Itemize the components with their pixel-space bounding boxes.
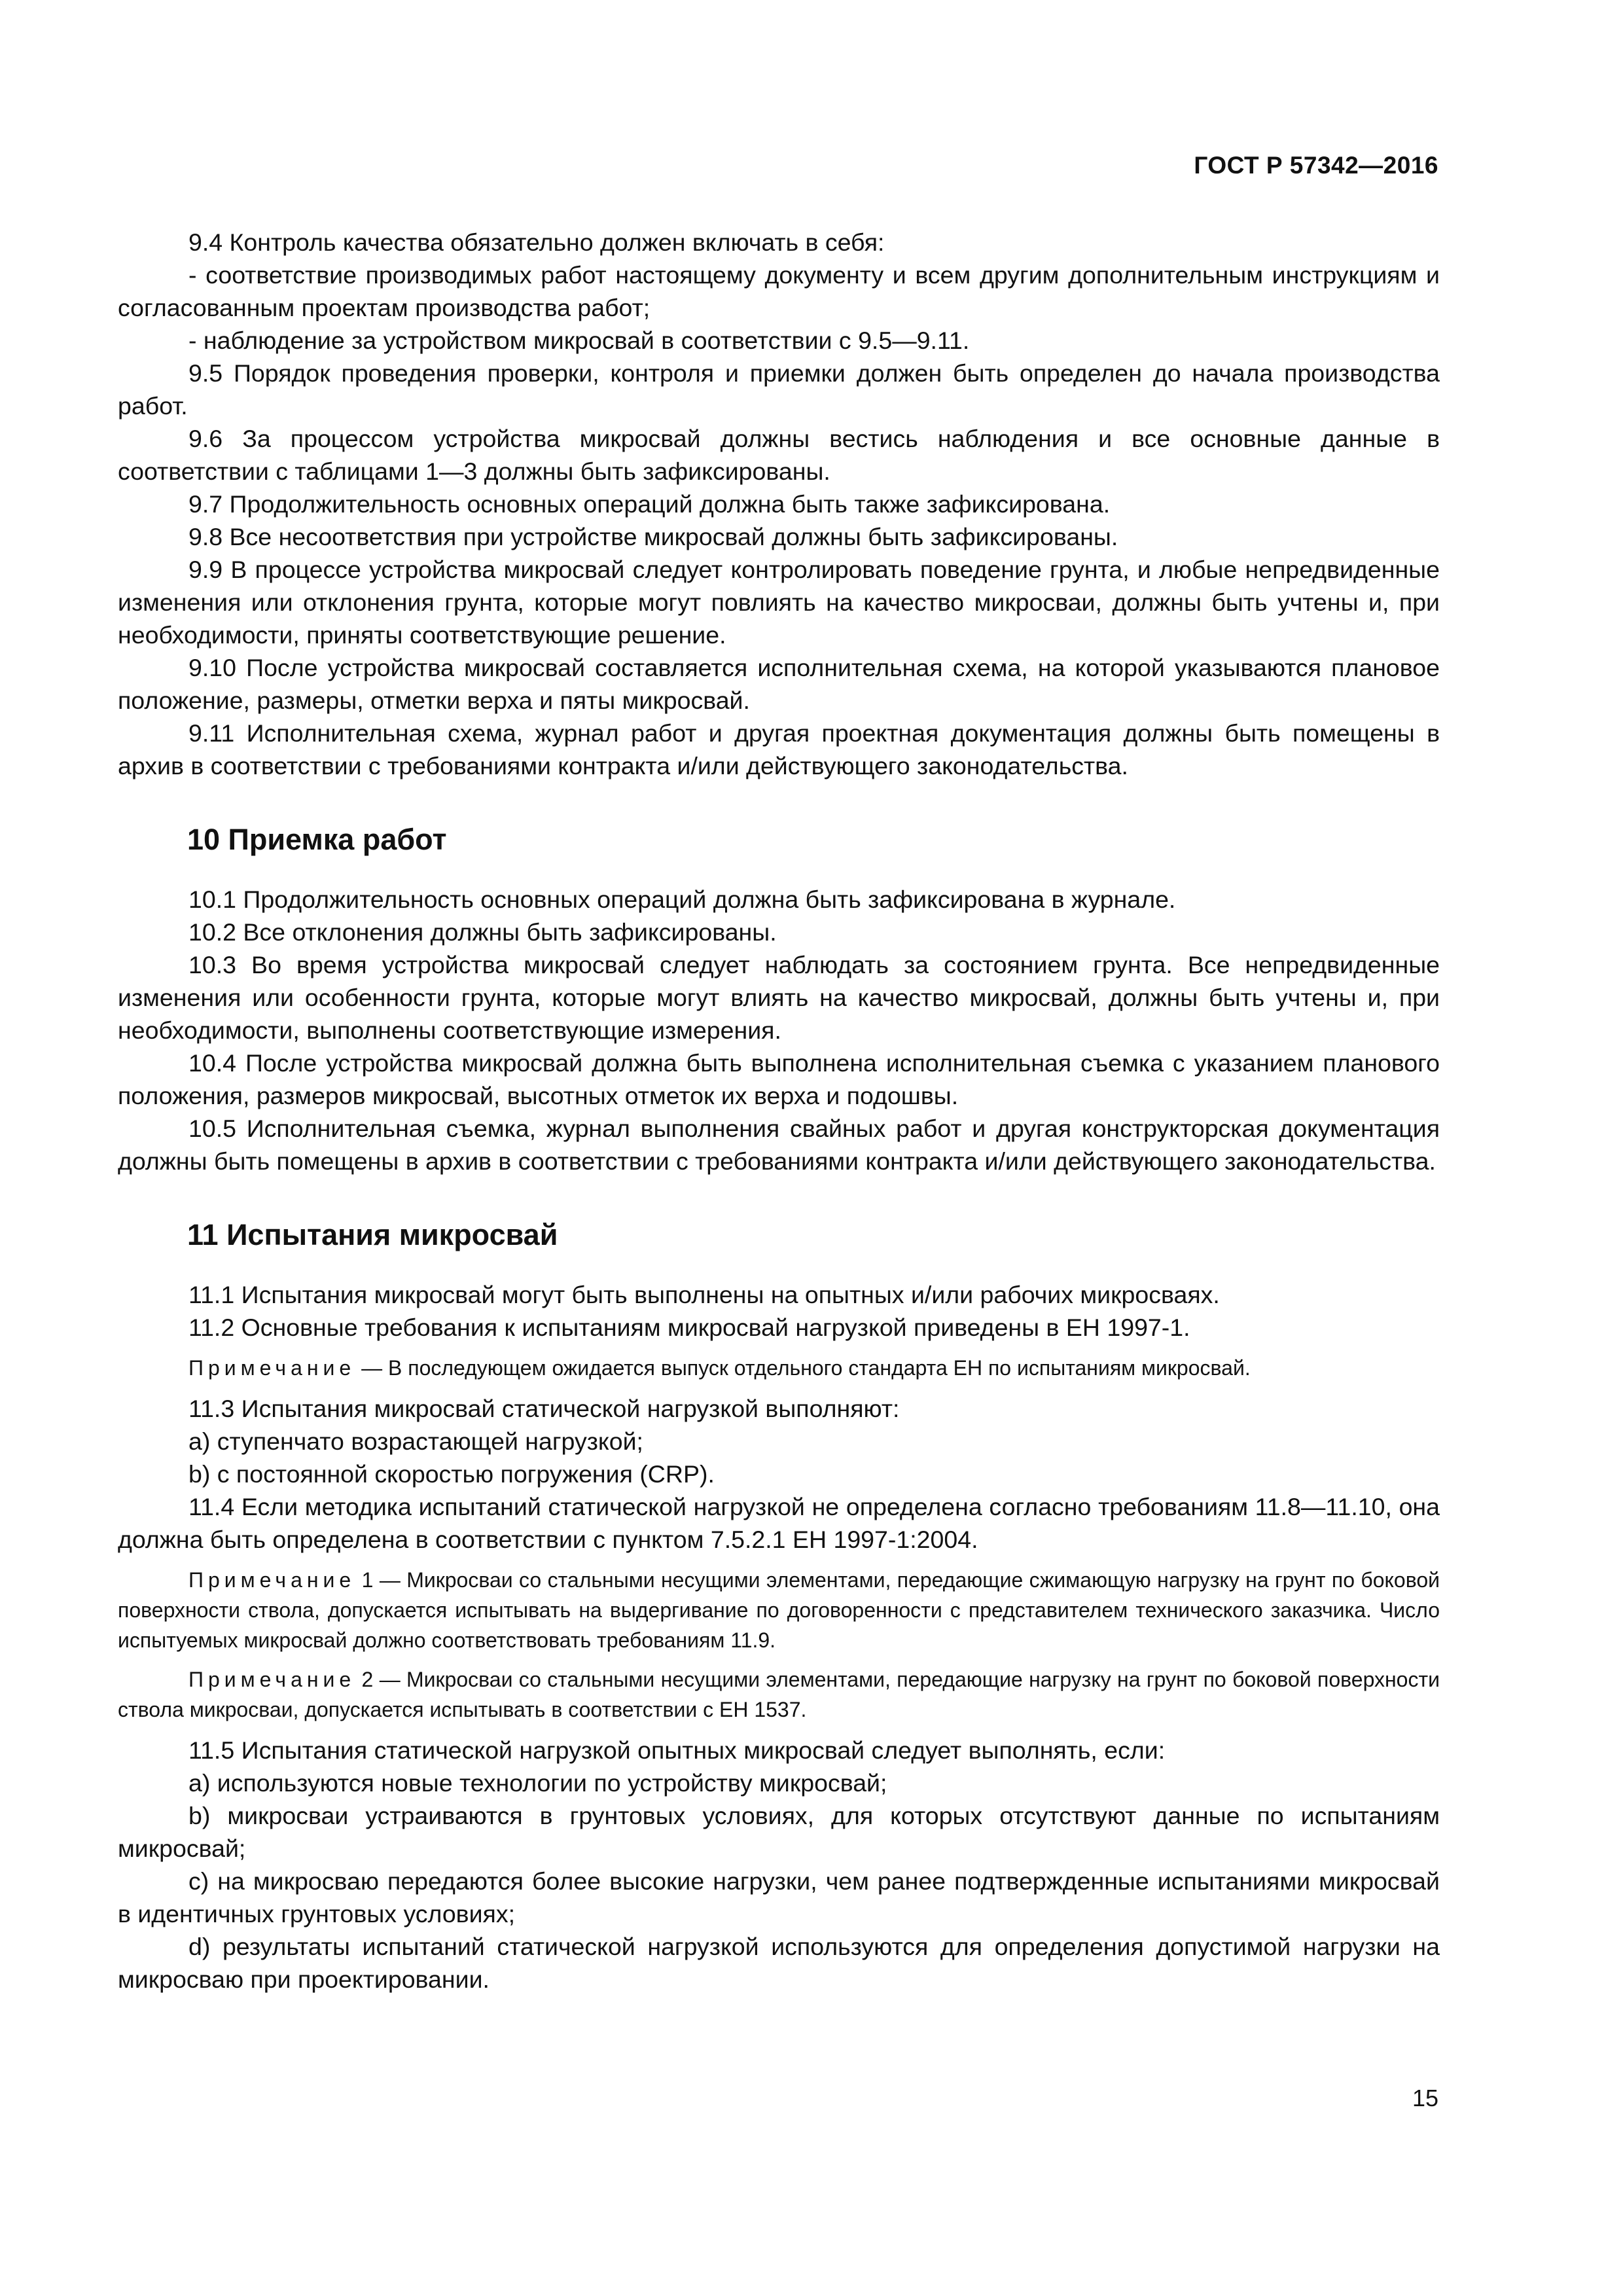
note-text: — В последующем ожидается выпуск отдельного стандарта ЕН по испытаниям микросвай.: [355, 1356, 1251, 1380]
note: [118, 1664, 1440, 1725]
note-label: Примечание: [188, 1668, 356, 1691]
note-label: Примечание: [188, 1356, 356, 1380]
document-header: ГОСТ Р 57342—2016: [1194, 152, 1438, 179]
note-text: 1 — Микросваи со стальными несущими элементами, передающие сжимающую нагрузку на грунт по боковой поверхности ствола, допускается испытывать на выдергивание по договоренности с представителем технического заказчика. Число испытуемых микросвай должно соответствовать требованиям 11.9.: [118, 1568, 1440, 1652]
note-label: Примечание: [188, 1568, 356, 1592]
paragraph: 11.1 Испытания микросвай могут быть выполнены на опытных и/или рабочих микросваях.: [188, 1281, 1220, 1308]
paragraph: 9.7 Продолжительность основных операций должна быть также зафиксирована.: [188, 490, 1111, 518]
section-9-continuation: [118, 226, 1440, 782]
paragraph: 11.5 Испытания статической нагрузкой опытных микросвай следует выполнять, если:: [188, 1736, 1166, 1764]
section-11: [118, 1278, 1440, 1996]
list-item: a) ступенчато возрастающей нагрузкой;: [188, 1427, 643, 1455]
paragraph: 10.5 Исполнительная съемка, журнал выполнения свайных работ и другая конструкторская документация должны быть помещены в архив в соответствии с требованиями контракта и/или действующего законодательства.: [118, 1115, 1440, 1175]
note-text: 2 — Микросваи со стальными несущими элементами, передающие нагрузку на грунт по боковой поверхности ствола микросваи, допускается испытывать в соответствии с ЕН 1537.: [118, 1668, 1440, 1721]
list-item: c) на микросваю передаются более высокие нагрузки, чем ранее подтвержденные испытаниями микросвай в идентичных грунтовых условиях;: [118, 1867, 1440, 1928]
section-10: [118, 883, 1440, 1177]
document-body: [118, 226, 1440, 1996]
section-heading: 11 Испытания микросвай: [187, 1218, 558, 1251]
list-item: b) микросваи устраиваются в грунтовых условиях, для которых отсутствуют данные по испытаниям микросвай;: [118, 1802, 1440, 1862]
paragraph: 11.2 Основные требования к испытаниям микросвай нагрузкой приведены в ЕН 1997-1.: [188, 1314, 1190, 1341]
list-item: b) с постоянной скоростью погружения (CRP).: [188, 1460, 715, 1488]
paragraph: 9.10 После устройства микросвай составляется исполнительная схема, на которой указываются плановое положение, размеры, отметки верха и пяты микросвай.: [118, 654, 1440, 714]
paragraph: 9.11 Исполнительная схема, журнал работ и другая проектная документация должны быть помещены в архив в соответствии с требованиями контракта и/или действующего законодательства.: [118, 719, 1440, 780]
section-heading: 10 Приемка работ: [187, 823, 447, 856]
paragraph: 10.4 После устройства микросвай должна быть выполнена исполнительная съемка с указанием планового положения, размеров микросвай, высотных отметок их верха и подошвы.: [118, 1049, 1440, 1109]
paragraph: 9.5 Порядок проведения проверки, контроля и приемки должен быть определен до начала производства работ.: [118, 359, 1440, 420]
page-number: 15: [1412, 2085, 1438, 2111]
note: [118, 1565, 1440, 1655]
paragraph: - наблюдение за устройством микросвай в соответствии с 9.5—9.11.: [188, 327, 970, 354]
paragraph: 10.1 Продолжительность основных операций должна быть зафиксирована в журнале.: [188, 886, 1176, 913]
paragraph: 10.2 Все отклонения должны быть зафиксированы.: [188, 918, 777, 946]
paragraph: 11.4 Если методика испытаний статической нагрузкой не определена согласно требованиям 11.8—11.10, она должна быть определена в соответствии с пунктом 7.5.2.1 ЕН 1997-1:2004.: [118, 1493, 1440, 1553]
paragraph: 9.4 Контроль качества обязательно должен включать в себя:: [188, 228, 885, 256]
list-item: a) используются новые технологии по устройству микросвай;: [188, 1769, 887, 1797]
paragraph: 9.8 Все несоответствия при устройстве микросвай должны быть зафиксированы.: [188, 523, 1118, 550]
paragraph: - соответствие производимых работ настоящему документу и всем другим дополнительным инструкциям и согласованным проектам производства работ;: [118, 261, 1440, 321]
paragraph: 9.6 За процессом устройства микросвай должны вестись наблюдения и все основные данные в соответствии с таблицами 1—3 должны быть зафиксированы.: [118, 425, 1440, 485]
paragraph: 9.9 В процессе устройства микросвай следует контролировать поведение грунта, и любые непредвиденные изменения или отклонения грунта, которые могут повлиять на качество микросваи, должны быть учтены и, при необходимости, приняты соответствующие решение.: [118, 556, 1440, 649]
note: [118, 1353, 1440, 1383]
paragraph: 11.3 Испытания микросвай статической нагрузкой выполняют:: [188, 1395, 900, 1422]
list-item: d) результаты испытаний статической нагрузкой используются для определения допустимой нагрузки на микросваю при проектировании.: [118, 1933, 1440, 1993]
paragraph: 10.3 Во время устройства микросвай следует наблюдать за состоянием грунта. Все непредвиденные изменения или особенности грунта, которые могут влиять на качество микросвай, должны быть учтены и, при необходимости, выполнены соответствующие измерения.: [118, 951, 1440, 1044]
